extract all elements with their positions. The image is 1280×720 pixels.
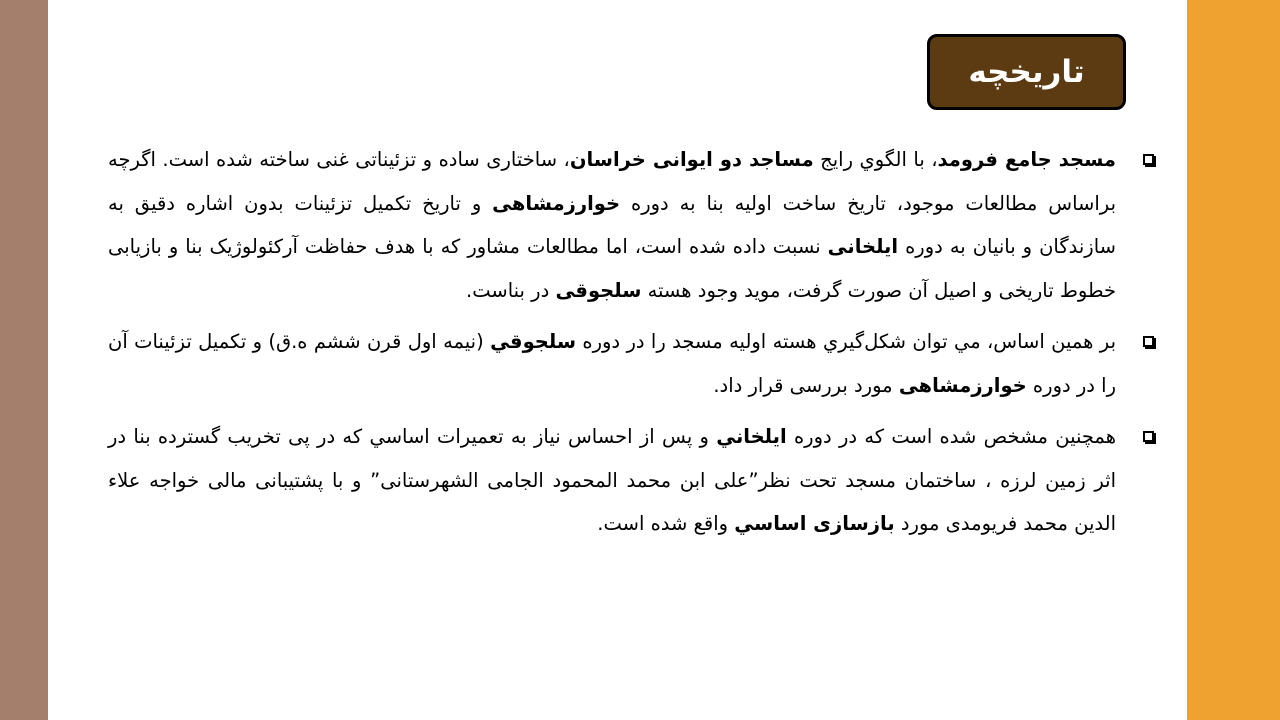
text: ، با الگوي رايج [813, 148, 938, 171]
title-box [927, 34, 1126, 110]
text: ، ساختاری ساده و تزئیناتی غنی ساخته شده است. اگرچه براساس مطالعات موجود، تاریخ ساخت اولیه بنا به دوره [108, 148, 1116, 215]
text-bold: خوارزمشاهی [898, 373, 1027, 397]
text-bold: ایلخانی [827, 235, 899, 258]
text-bold: سلجوقي [490, 330, 576, 353]
checkbox-square-icon [1143, 154, 1154, 165]
text-bold: خوارزمشاهی [492, 191, 621, 215]
right-decorative-bar [1187, 0, 1280, 720]
checkbox-square-icon [1143, 336, 1154, 347]
checkbox-square-icon [1143, 431, 1154, 442]
text: نسبت داده شده است، اما مطالعات مشاور که با هدف حفاظت آرکئولوژیک بنا و بازیابی خطوط تاریخی و اصیل آن صورت گرفت، موید وجود هسته [108, 235, 1116, 302]
content-area [108, 138, 1156, 554]
text-bold: مساجد دو ایوانی خراسان [569, 148, 814, 171]
paragraph-2 [108, 320, 1156, 407]
text-bold: ايلخاني [716, 425, 787, 448]
left-decorative-bar [0, 0, 48, 720]
text: و تاریخ تکمیل تزئینات بدون اشاره دقیق به سازندگان و بانیان به دوره [108, 191, 1116, 258]
text: مورد بررسی قرار داد. [713, 373, 899, 397]
text: همچنين مشخص شده است که در دوره [786, 425, 1116, 448]
text: و پس از احساس نياز به تعميرات اساسي که در پی تخریب گسترده بنا در اثر زمین لرزه ، ساختمان مسجد تحت نظر”علی ابن محمد المحمود الجامی الشهرستانی” و با پشتیبانی مالی خواجه علاء الدین محمد فریومدی مورد [108, 425, 1116, 535]
text-bold: بازسازی اساسي [734, 512, 895, 535]
text-bold: سلجوقی [555, 278, 642, 302]
paragraph-3 [108, 415, 1156, 546]
text: در بناست. [466, 278, 556, 302]
paragraph-1 [108, 138, 1156, 312]
text-bold: مسجد جامع فرومد [937, 148, 1117, 171]
text: بر همين اساس، مي توان شكل‌گيري هسته اوليه مسجد را در دوره [576, 330, 1116, 353]
text: (نيمه اول قرن ششم ه.ق) و تكميل تزئينات آن را در دوره [108, 330, 1116, 397]
slide-title: تاریخچه [968, 53, 1085, 90]
text: واقع شده است. [597, 512, 735, 535]
